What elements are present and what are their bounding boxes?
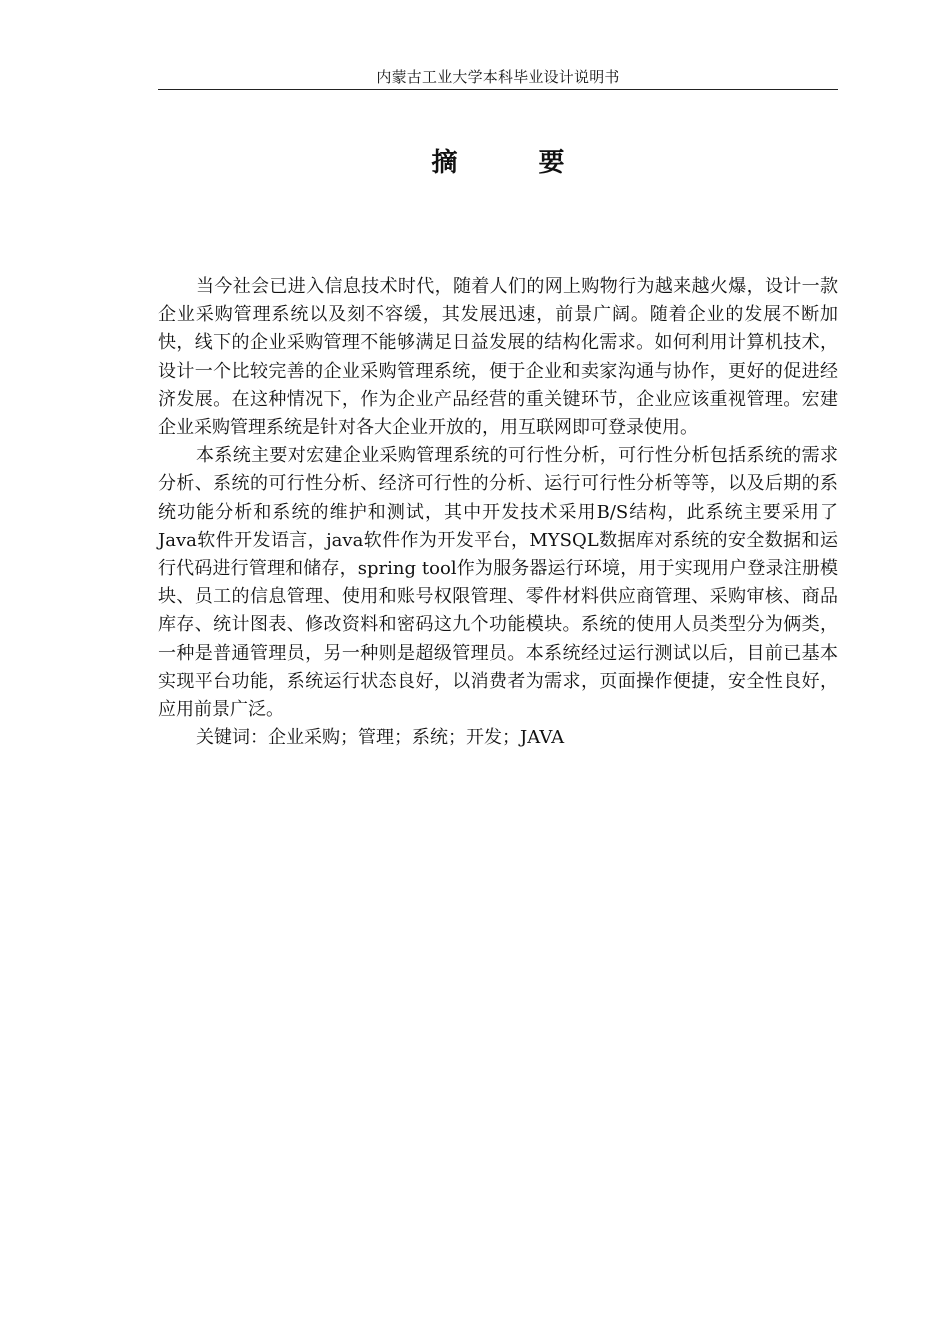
keywords-label: 关键词： <box>196 727 268 749</box>
abstract-title: 摘 要 <box>431 148 601 178</box>
header-text: 内蒙古工业大学本科毕业设计说明书 <box>376 68 620 86</box>
page-header <box>158 67 838 90</box>
keywords-value: 企业采购；管理；系统；开发；JAVA <box>268 727 565 749</box>
abstract-paragraph-1: 当今社会已进入信息技术时代，随着人们的网上购物行为越来越火爆，设计一款企业采购管理系统以及刻不容缓，其发展迅速，前景广阔。随着企业的发展不断加快，线下的企业采购管理不能够满足日益发展的结构化需求。如何利用计算机技术，设计一个比较完善的企业采购管理系统，便于企业和卖家沟通与协作，更好的促进经济发展。在这种情况下，作为企业产品经营的重关键环节，企业应该重视管理。宏建企业采购管理系统是针对各大企业开放的，用互联网即可登录使用。 <box>158 276 838 439</box>
keywords-line <box>158 724 838 752</box>
abstract-paragraph-2: 本系统主要对宏建企业采购管理系统的可行性分析，可行性分析包括系统的需求分析、系统的可行性分析、经济可行性的分析、运行可行性分析等等，以及后期的系统功能分析和系统的维护和测试，其中开发技术采用B/S结构，此系统主要采用了Java软件开发语言，java软件作为开发平台，MYSQL数据库对系统的安全数据和运行代码进行管理和储存，spring tool作为服务器运行环境，用于实现用户登录注册模块、员工的信息管理、使用和账号权限管理、零件材料供应商管理、采购审核、商品库存、统计图表、修改资料和密码这九个功能模块。系统的使用人员类型分为俩类，一种是普通管理员，另一种则是超级管理员。本系统经过运行测试以后，目前已基本实现平台功能，系统运行状态良好，以消费者为需求，页面操作便捷，安全性良好，应用前景广泛。 <box>158 445 838 721</box>
abstract-body <box>158 273 838 752</box>
